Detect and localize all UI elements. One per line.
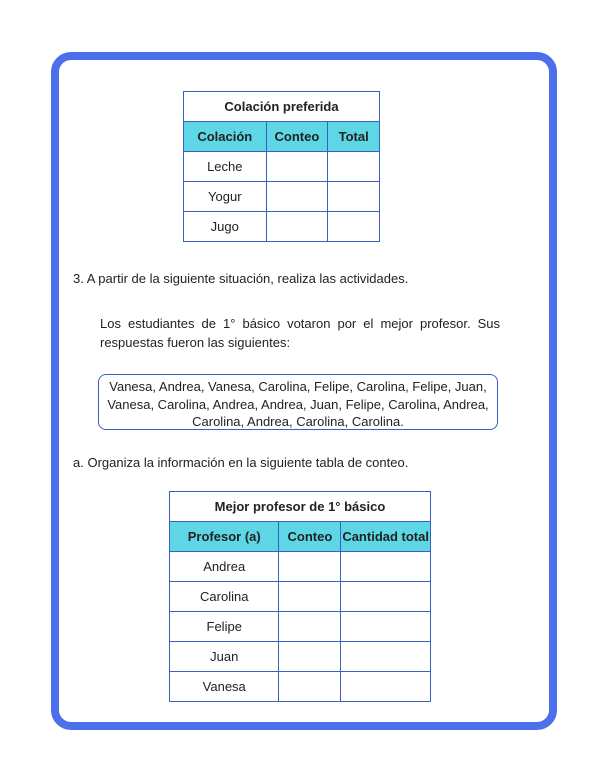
total-cell[interactable] bbox=[341, 612, 431, 642]
row-label: Andrea bbox=[170, 552, 279, 582]
table-row bbox=[184, 152, 380, 182]
conteo-cell[interactable] bbox=[279, 582, 341, 612]
conteo-cell[interactable] bbox=[279, 552, 341, 582]
table-row bbox=[184, 182, 380, 212]
row-label: Juan bbox=[170, 642, 279, 672]
total-cell[interactable] bbox=[341, 642, 431, 672]
row-label: Jugo bbox=[184, 212, 267, 242]
table-row bbox=[170, 552, 431, 582]
header-conteo: Conteo bbox=[266, 122, 328, 152]
header-profesor: Profesor (a) bbox=[170, 522, 279, 552]
situation-text: Los estudiantes de 1° básico votaron por el mejor profesor. Sus respuestas fueron las siguientes: bbox=[100, 316, 500, 350]
row-label: Carolina bbox=[170, 582, 279, 612]
conteo-cell[interactable] bbox=[279, 672, 341, 702]
conteo-cell[interactable] bbox=[266, 182, 328, 212]
header-conteo: Conteo bbox=[279, 522, 341, 552]
header-total: Total bbox=[328, 122, 380, 152]
table-row bbox=[170, 672, 431, 702]
total-cell[interactable] bbox=[328, 182, 380, 212]
header-colacion: Colación bbox=[184, 122, 267, 152]
total-cell[interactable] bbox=[341, 552, 431, 582]
row-label: Vanesa bbox=[170, 672, 279, 702]
colacion-table-title: Colación preferida bbox=[184, 92, 380, 122]
colacion-table bbox=[183, 91, 380, 242]
profesor-table bbox=[169, 491, 431, 702]
row-label: Yogur bbox=[184, 182, 267, 212]
profesor-table-title: Mejor profesor de 1° básico bbox=[170, 492, 431, 522]
table-row bbox=[170, 582, 431, 612]
votes-box: Vanesa, Andrea, Vanesa, Carolina, Felipe, Carolina, Felipe, Juan, Vanesa, Carolina, Andrea, Andrea, Juan, Felipe, Carolina, Andrea, Carolina, Andrea, Carolina, Carolina. bbox=[98, 374, 498, 430]
conteo-cell[interactable] bbox=[266, 152, 328, 182]
question-3: 3. A partir de la siguiente situación, realiza las actividades. bbox=[73, 271, 409, 286]
question-a: a. Organiza la información en la siguiente tabla de conteo. bbox=[73, 455, 409, 470]
row-label: Felipe bbox=[170, 612, 279, 642]
header-cantidad-total: Cantidad total bbox=[341, 522, 431, 552]
total-cell[interactable] bbox=[341, 672, 431, 702]
conteo-cell[interactable] bbox=[279, 642, 341, 672]
total-cell[interactable] bbox=[328, 212, 380, 242]
row-label: Leche bbox=[184, 152, 267, 182]
total-cell[interactable] bbox=[341, 582, 431, 612]
table-row bbox=[184, 212, 380, 242]
table-row bbox=[170, 642, 431, 672]
conteo-cell[interactable] bbox=[279, 612, 341, 642]
total-cell[interactable] bbox=[328, 152, 380, 182]
conteo-cell[interactable] bbox=[266, 212, 328, 242]
table-row bbox=[170, 612, 431, 642]
